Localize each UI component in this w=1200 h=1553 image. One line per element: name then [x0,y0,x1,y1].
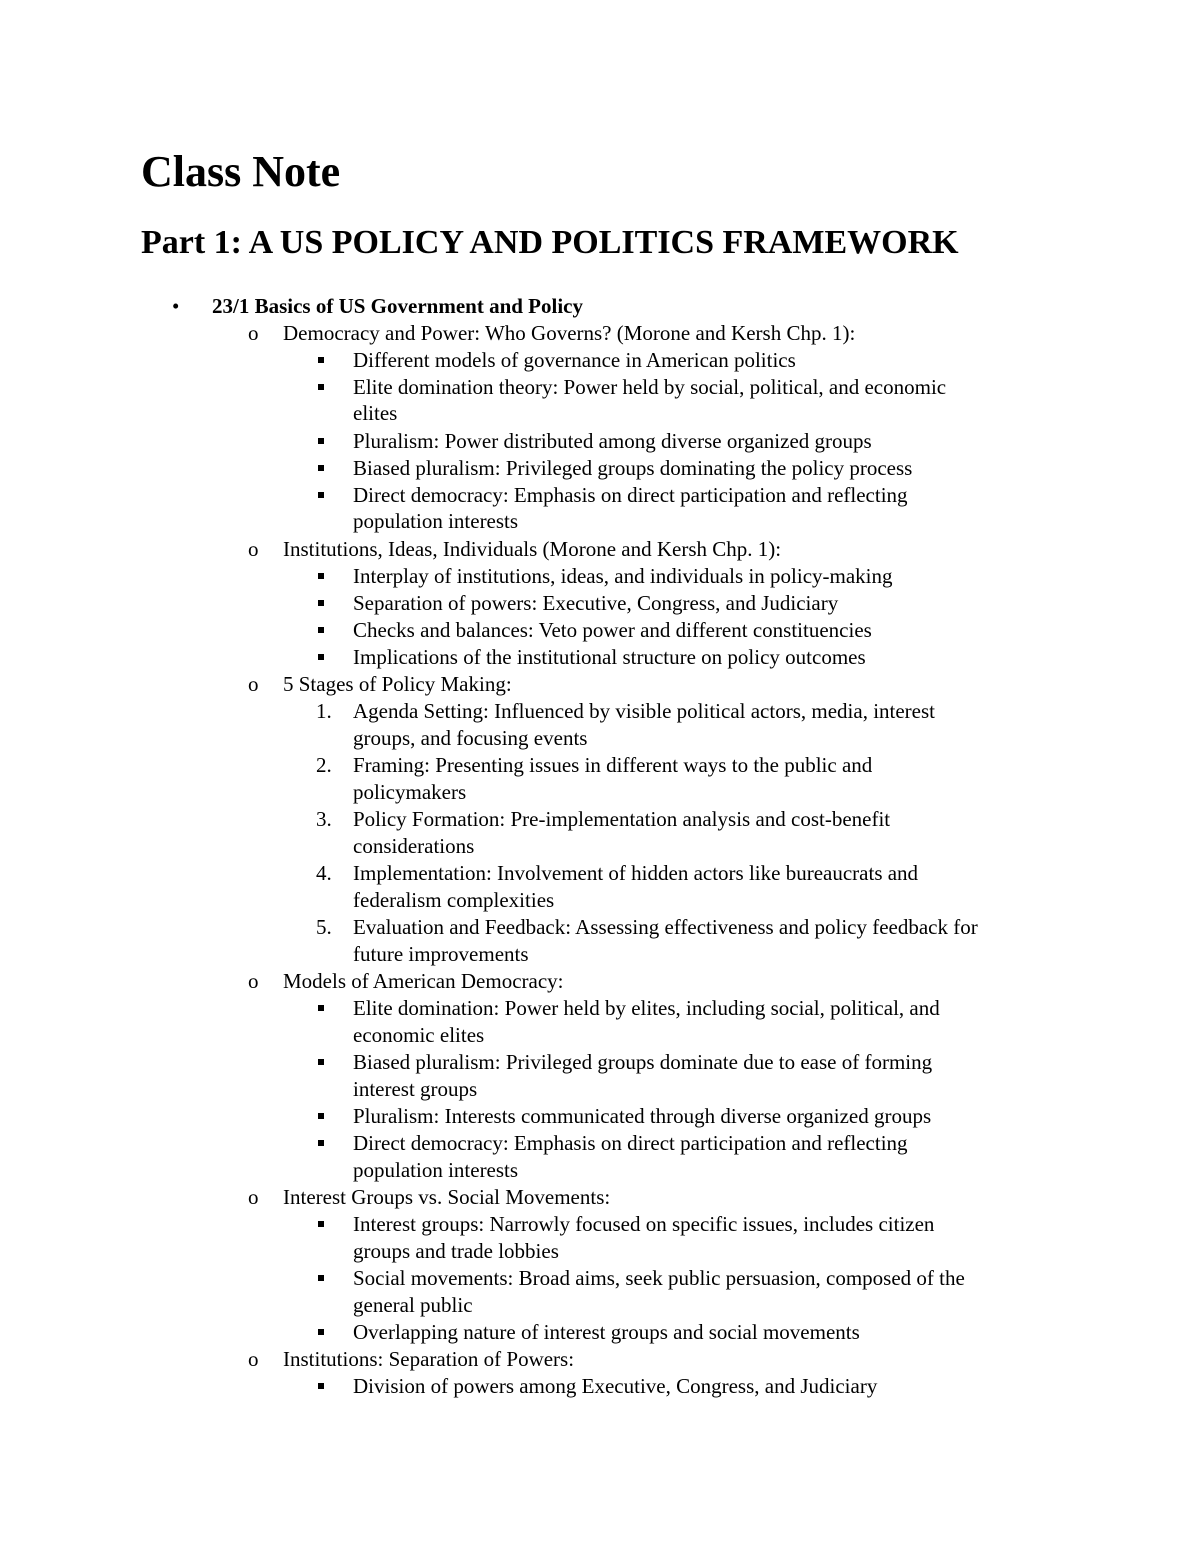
list-item: Pluralism: Interests communicated through diverse organized groups [353,1104,932,1128]
circle-bullet-marker: o [248,969,259,993]
list-item: Biased pluralism: Privileged groups dominating the policy process [353,456,913,480]
list-item: Different models of governance in American politics [353,348,796,372]
list-item: Overlapping nature of interest groups and social movements [353,1320,860,1344]
list-item: Pluralism: Power distributed among diverse organized groups [353,429,872,453]
group-label: Democracy and Power: Who Governs? (Morone and Kersh Chp. 1): [283,321,856,345]
list-item: Agenda Setting: Influenced by visible political actors, media, interest [353,699,936,723]
group-label: 5 Stages of Policy Making: [283,672,512,696]
square-bullet-marker [318,1329,324,1335]
list-item-continuation: elites [353,401,398,425]
part-heading: Part 1: A US POLICY AND POLITICS FRAMEWORK [141,224,959,261]
list-item: Evaluation and Feedback: Assessing effectiveness and policy feedback for [353,915,978,939]
list-item-continuation: groups and trade lobbies [353,1239,559,1263]
list-item: Checks and balances: Veto power and different constituencies [353,618,872,642]
list-item: Framing: Presenting issues in different ways to the public and [353,753,873,777]
list-item-continuation: policymakers [353,780,467,804]
bullet-marker: • [172,294,180,318]
square-bullet-marker [318,654,324,660]
list-item: Elite domination theory: Power held by social, political, and economic [353,375,947,399]
square-bullet-marker [318,1275,324,1281]
group-label: Models of American Democracy: [283,969,564,993]
list-item-continuation: general public [353,1293,473,1317]
circle-bullet-marker: o [248,1185,259,1209]
list-item: Social movements: Broad aims, seek public persuasion, composed of the [353,1266,965,1290]
square-bullet-marker [318,1383,324,1389]
list-item-continuation: groups, and focusing events [353,726,588,750]
square-bullet-marker [318,1059,324,1065]
list-number: 5. [316,915,332,939]
list-item: Implementation: Involvement of hidden actors like bureaucrats and [353,861,919,885]
section-label: 23/1 Basics of US Government and Policy [212,294,583,318]
list-item-continuation: population interests [353,509,519,533]
square-bullet-marker [318,438,324,444]
square-bullet-marker [318,465,324,471]
list-item: Policy Formation: Pre-implementation analysis and cost-benefit [353,807,891,831]
page-title: Class Note [141,147,341,196]
group-label: Institutions, Ideas, Individuals (Morone and Kersh Chp. 1): [283,537,782,561]
list-item-continuation: federalism complexities [353,888,555,912]
square-bullet-marker [318,1005,324,1011]
circle-bullet-marker: o [248,537,259,561]
square-bullet-marker [318,384,324,390]
circle-bullet-marker: o [248,672,259,696]
circle-bullet-marker: o [248,321,259,345]
list-item: Implications of the institutional structure on policy outcomes [353,645,866,669]
square-bullet-marker [318,1140,324,1146]
square-bullet-marker [318,573,324,579]
group-label: Interest Groups vs. Social Movements: [283,1185,611,1209]
list-item-continuation: future improvements [353,942,529,966]
square-bullet-marker [318,1113,324,1119]
list-item: Interplay of institutions, ideas, and individuals in policy-making [353,564,893,588]
list-item: Division of powers among Executive, Congress, and Judiciary [353,1374,878,1398]
square-bullet-marker [318,627,324,633]
square-bullet-marker [318,357,324,363]
list-item: Direct democracy: Emphasis on direct participation and reflecting [353,483,908,507]
square-bullet-marker [318,600,324,606]
list-item: Interest groups: Narrowly focused on specific issues, includes citizen [353,1212,935,1236]
list-item: Separation of powers: Executive, Congress, and Judiciary [353,591,839,615]
list-item-continuation: interest groups [353,1077,478,1101]
list-item: Direct democracy: Emphasis on direct participation and reflecting [353,1131,908,1155]
list-item: Biased pluralism: Privileged groups dominate due to ease of forming [353,1050,933,1074]
square-bullet-marker [318,1221,324,1227]
group-label: Institutions: Separation of Powers: [283,1347,575,1371]
list-item-continuation: economic elites [353,1023,485,1047]
circle-bullet-marker: o [248,1347,259,1371]
list-number: 2. [316,753,332,777]
list-number: 4. [316,861,332,885]
square-bullet-marker [318,492,324,498]
list-item-continuation: considerations [353,834,475,858]
list-item-continuation: population interests [353,1158,519,1182]
list-number: 1. [316,699,332,723]
list-item: Elite domination: Power held by elites, including social, political, and [353,996,940,1020]
list-number: 3. [316,807,332,831]
